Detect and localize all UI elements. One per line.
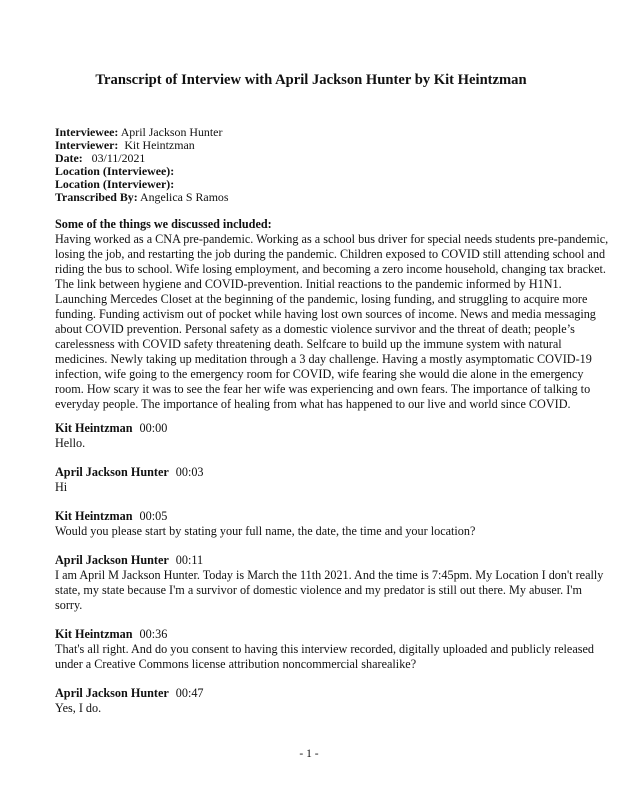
speaker-name: Kit Heintzman [55,421,133,435]
metadata-value: Angelica S Ramos [137,190,229,204]
summary-line: infection, wife going to the emergency room for COVID, wife fearing she would die alone in the emergency [55,367,584,381]
document-title: Transcript of Interview with April Jackson Hunter by Kit Heintzman [95,72,527,88]
dialogue-section [55,421,604,716]
dialogue-turn-header [55,509,567,524]
dialogue-line: Would you please start by stating your full name, the date, the time and your location? [55,524,476,538]
dialogue-turn-header [55,553,567,568]
speaker-name: April Jackson Hunter [55,553,169,567]
speaker-name: Kit Heintzman [55,627,133,641]
summary-line: The link between hygiene and COVID-prevention. Initial reactions to the pandemic informed by H1N1. [55,277,562,291]
metadata-label: Interviewer: [55,138,119,152]
dialogue-turn-header [55,465,567,480]
summary-line: room. How scary it was to see the fear her wife was experiencing and own fears. The importance of talking to [55,382,591,396]
summary-line: losing the job, and restarting the job during the pandemic. Children exposed to COVID still attending school and [55,247,606,261]
dialogue-line: That's all right. And do you consent to having this interview recorded, digitally uploaded and publicly released [55,642,594,656]
summary-line: about COVID prevention. Personal safety as a domestic violence survivor and the threat of death; people’s [55,322,575,336]
summary-paragraph [55,232,609,412]
dialogue-turn [55,509,567,539]
summary-heading: Some of the things we discussed included: [55,217,272,231]
dialogue-turn-header [55,627,567,642]
speaker-timestamp: 00:47 [175,686,204,700]
page-number-footer: - 1 - [299,748,319,760]
dialogue-turn [55,421,567,451]
dialogue-turn-header [55,686,567,701]
dialogue-line: Hi [55,480,68,494]
dialogue-line: Yes, I do. [55,701,102,715]
metadata-value: April Jackson Hunter [118,125,223,139]
summary-line: Having worked as a CNA pre-pandemic. Working as a school bus driver for special needs students pre-pandemic, [55,232,609,246]
dialogue-line: under a Creative Commons license attribution noncommercial sharealike? [55,657,417,671]
speaker-timestamp: 00:36 [139,627,168,641]
summary-line: medicines. Newly taking up meditation through a 3 day challenge. Having a mostly asymptomatic COVID-19 [55,352,592,366]
speaker-timestamp: 00:00 [139,421,168,435]
metadata-label: Location (Interviewer): [55,177,175,191]
metadata-label: Interviewee: [55,125,119,139]
metadata-block [55,126,567,204]
dialogue-line: state, my state because I'm a survivor of domestic violence and my predator is still out there. My abuser. I'm [55,583,582,597]
summary-line: Launching Mercedes Closet at the beginning of the pandemic, losing funding, and struggling to acquire more [55,292,588,306]
summary-line: carelessness with COVID safety threatening death. Selfcare to build up the immune system with natural [55,337,562,351]
speaker-timestamp: 00:11 [175,553,204,567]
dialogue-line: I am April M Jackson Hunter. Today is March the 11th 2021. And the time is 7:45pm. My Location I don't really [55,568,604,582]
summary-line: everyday people. The importance of healing from what has happened to our live and world since COVID. [55,397,571,411]
dialogue-turn [55,686,567,716]
dialogue-turn-header [55,421,567,436]
metadata-label: Location (Interviewee): [55,164,175,178]
dialogue-line: Hello. [55,436,86,450]
summary-line: funding. Funding activism out of pocket while having lost own sources of income. News and media messaging [55,307,596,321]
metadata-value: 03/11/2021 [82,151,146,165]
metadata-row [55,191,567,204]
summary-line: riding the bus to school. Wife losing employment, and becoming a zero income household, changing tax bracket. [55,262,606,276]
metadata-label: Transcribed By: [55,190,138,204]
metadata-label: Date: [55,151,83,165]
dialogue-line: sorry. [55,598,83,612]
page-content [55,0,609,730]
dialogue-turn [55,627,594,672]
speaker-timestamp: 00:03 [175,465,204,479]
speaker-name: April Jackson Hunter [55,686,169,700]
dialogue-turn [55,553,604,613]
speaker-timestamp: 00:05 [139,509,168,523]
metadata-value: Kit Heintzman [118,138,195,152]
speaker-name: Kit Heintzman [55,509,133,523]
speaker-name: April Jackson Hunter [55,465,169,479]
dialogue-turn [55,465,567,495]
